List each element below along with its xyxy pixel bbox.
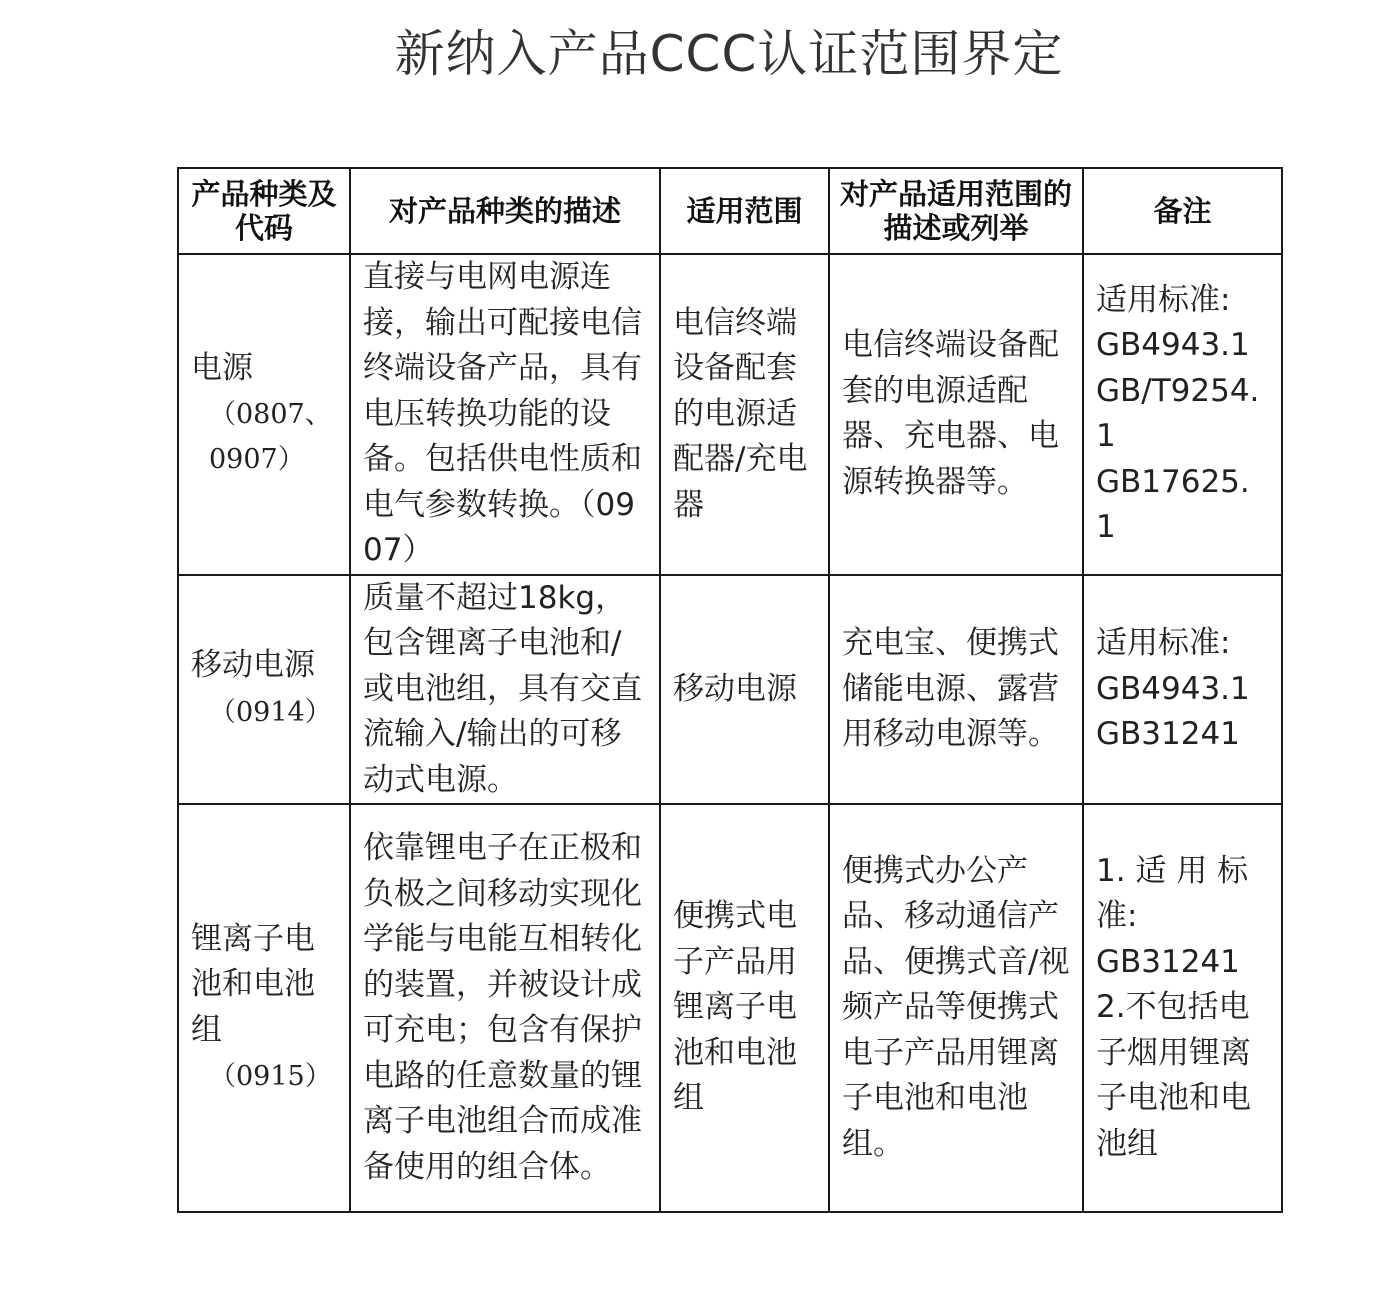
table-header-row — [178, 168, 1282, 254]
page-title: 新纳入产品CCC认证范围界定 — [394, 25, 1064, 83]
remarks-cell — [1083, 575, 1282, 805]
scope-cell: 便携式电子产品用锂离子电池和电池组 — [660, 804, 829, 1212]
description-cell: 依靠锂电子在正极和负极之间移动实现化学能与电能互相转化的装置，并被设计成可充电；包含有保护电路的任意数量的锂离子电池组合而成准备使用的组合体。 — [350, 804, 660, 1212]
description-cell: 质量不超过18kg，包含锂离子电池和/或电池组，具有交直流输入/输出的可移动式电源。 — [350, 575, 660, 805]
category-code: （0915） — [209, 1061, 332, 1092]
header-description: 对产品种类的描述 — [350, 168, 660, 254]
category-code: （0807、0907） — [209, 398, 332, 475]
remarks-cell — [1083, 254, 1282, 575]
category-name: 电源 — [191, 350, 253, 386]
category-name: 锂离子电池和电池组 — [191, 920, 315, 1048]
remark-line: 适用标准: — [1096, 625, 1231, 661]
header-scope: 适用范围 — [660, 168, 829, 254]
scope-cell: 移动电源 — [660, 575, 829, 805]
remark-line: GB17625.1 — [1096, 463, 1250, 546]
table-row — [178, 575, 1282, 805]
remark-line: GB31241 — [1096, 943, 1240, 980]
scope-examples-cell: 充电宝、便携式储能电源、露营用移动电源等。 — [829, 575, 1083, 805]
scope-examples-cell: 便携式办公产品、移动通信产品、便携式音/视频产品等便携式电子产品用锂离子电池和电池组。 — [829, 804, 1083, 1212]
header-scope-examples: 对产品适用范围的描述或列举 — [829, 168, 1083, 254]
remark-line: 1. 适 用 标准: — [1096, 852, 1249, 935]
remark-line: GB4943.1 — [1096, 327, 1250, 364]
remark-line: 2.不包括电子烟用锂离子电池和电池组 — [1096, 989, 1251, 1162]
remark-line: GB31241 — [1096, 716, 1240, 752]
category-cell — [178, 575, 350, 805]
table-row — [178, 254, 1282, 575]
remark-line: 适用标准: — [1096, 281, 1231, 318]
category-name: 移动电源 — [191, 647, 315, 684]
remarks-cell — [1083, 804, 1282, 1212]
remark-line: GB4943.1 — [1096, 670, 1250, 707]
ccc-scope-table — [177, 167, 1283, 1213]
category-cell — [178, 804, 350, 1212]
table-row — [178, 804, 1282, 1212]
header-remarks: 备注 — [1083, 168, 1282, 254]
description-cell: 直接与电网电源连接，输出可配接电信终端设备产品，具有电压转换功能的设备。包括供电性质和电气参数转换。（0907） — [350, 254, 660, 575]
category-code: （0914） — [209, 696, 332, 728]
scope-examples-cell: 电信终端设备配套的电源适配器、充电器、电源转换器等。 — [829, 254, 1083, 575]
remark-line: GB/T9254.1 — [1096, 372, 1260, 455]
scope-cell: 电信终端设备配套的电源适配器/充电器 — [660, 254, 829, 575]
category-cell — [178, 254, 350, 575]
header-category: 产品种类及代码 — [178, 168, 350, 254]
